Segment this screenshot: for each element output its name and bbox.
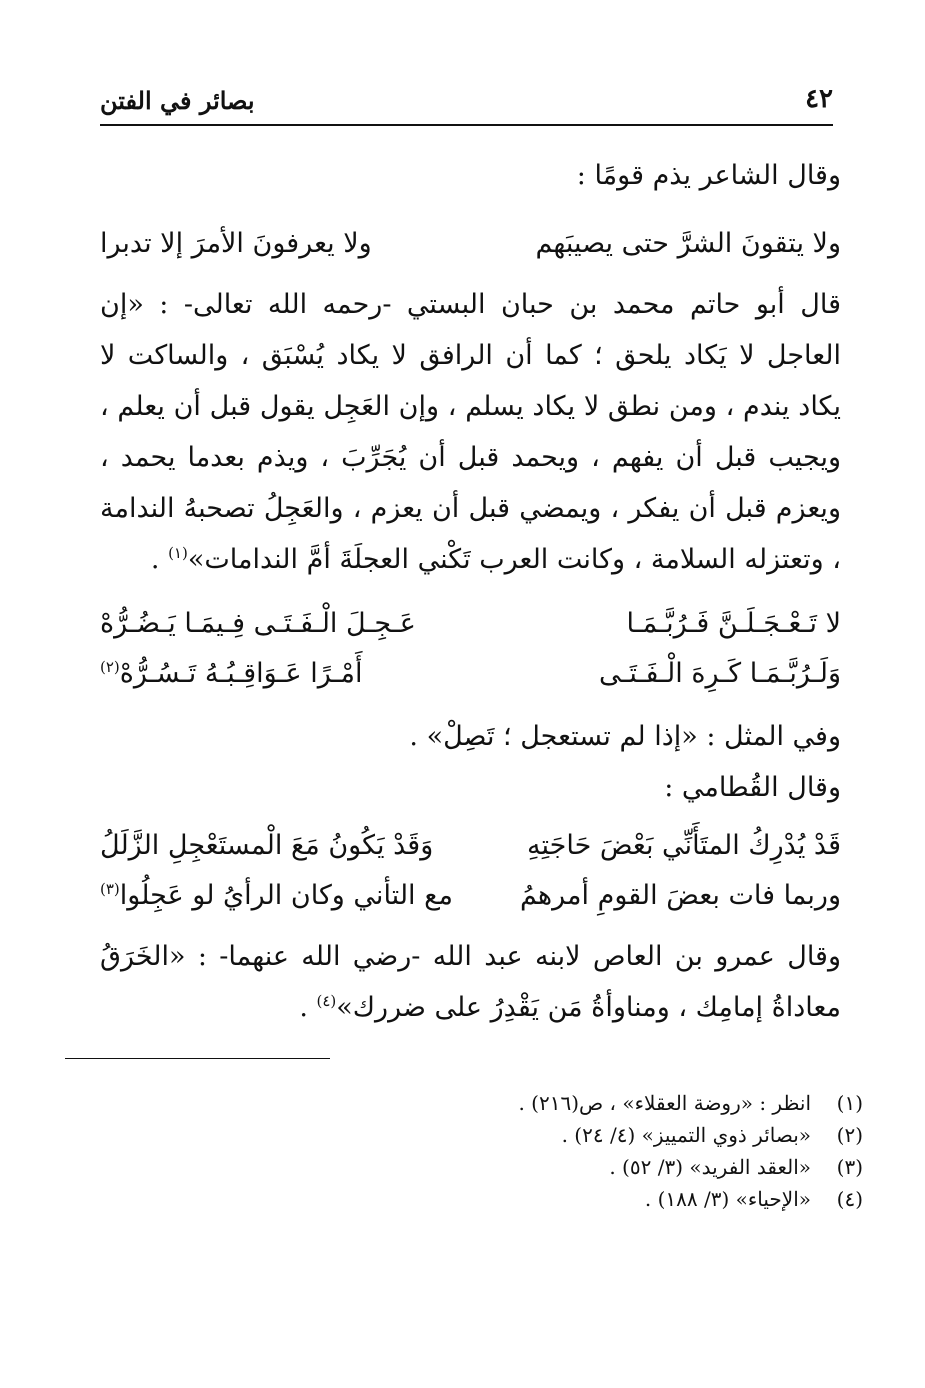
- verse-hemistich: قَدْ يُدْرِكُ المتَأَنِّي بَعْضَ حَاجَتِهِ: [527, 830, 841, 861]
- footnote: [100, 1151, 863, 1183]
- footnote-separator: [65, 1058, 330, 1059]
- verse-hemistich: ولا يتقونَ الشرَّ حتى يصيبَهم: [535, 228, 841, 259]
- footnote-text: انظر : «روضة العقلاء» ، ص(٢١٦) .: [518, 1091, 811, 1115]
- footnote-text: «العقد الفريد» (٣/ ٥٢) .: [609, 1155, 811, 1179]
- verse-hemistich: وَقَدْ يَكُونُ مَعَ الْمستَعْجِلِ الزَّلَلُ: [100, 830, 434, 861]
- footnote-ref: (٣): [100, 880, 120, 898]
- verse-line: [100, 599, 841, 649]
- footnote-number: (٣): [836, 1155, 863, 1179]
- footnote: [100, 1119, 863, 1151]
- verse-hemistich: عَـجِـلَ الْـفَـتَـى فِـيمَـا يَـضُـرُّهْ: [100, 608, 416, 639]
- verse-line: [100, 219, 841, 269]
- intro-line: وقال القُطامي :: [664, 772, 841, 803]
- footnote: [100, 1087, 863, 1119]
- verse-hemistich: وَلَـرُبَّـمَـا كَـرِهَ الْـفَـتَـى: [599, 658, 841, 689]
- footnote-text: «بصائر ذوي التمييز» (٤/ ٢٤) .: [561, 1123, 811, 1147]
- footnote-number: (١): [836, 1091, 863, 1115]
- verse-hemistich: وربما فات بعضَ القومِ أمرهمُ: [519, 880, 841, 911]
- intro-line: وقال الشاعر يذم قومًا :: [576, 160, 841, 191]
- verse-text: أَمْـرًا عَـوَاقِـبُـهُ تَـسُـرُّهْ: [119, 658, 363, 689]
- footnote: [100, 1183, 863, 1215]
- footnotes: [100, 1087, 863, 1215]
- verse-line: [100, 649, 841, 699]
- page-header: [100, 84, 833, 126]
- verse-couplet: [100, 821, 841, 921]
- footnote-ref: (١): [168, 544, 188, 562]
- punctuation: .: [299, 992, 317, 1023]
- proverb-line: وفي المثل : «إذا لم تستعجل ؛ تَصِلْ» .: [409, 721, 841, 752]
- verse-line: [100, 821, 841, 871]
- paragraph-text: قال أبو حاتم محمد بن حبان البستي -رحمه الله تعالى- : «إن العاجل لا يَكاد يلحق ؛ كما أن الرافق لا يكاد يُسْبَق ، والساكت لا يكاد يندم ، ومن نطق لا يكاد يسلم ، وإن العَجِل يقول قبل أن يعلم ، ويجيب قبل أن يفهم ، ويحمد قبل أن يُجَرِّبَ ، ويذم بعدما يحمد ، ويعزم قبل أن يفكر ، ويمضي قبل أن يعزم ، والعَجِلُ تصحبهُ الندامة ، وتعتزله السلامة ، وكانت العرب تَكْني العجلَةَ أمَّ الندامات»: [100, 289, 841, 575]
- verse-couplet: [100, 599, 841, 699]
- punctuation: .: [150, 544, 169, 575]
- verse-couplet: [100, 219, 841, 269]
- quote-paragraph: [100, 931, 841, 1033]
- paragraph-text: وقال عمرو بن العاص لابنه عبد الله -رضي الله عنهما- : «الخَرَقُ معاداةُ إمامِك ، ومناوأةُ مَن يَقْدِرُ على ضررك»: [100, 941, 841, 1023]
- footnote-ref: (٤): [316, 992, 337, 1010]
- verse-hemistich: [100, 871, 453, 921]
- running-title: بصائر في الفتن: [100, 86, 255, 115]
- quote-paragraph: [100, 279, 841, 585]
- verse-text: مع التأني وكان الرأيُ لو عَجِلُوا: [119, 880, 453, 911]
- footnote-text: «الإحياء» (٣/ ١٨٨) .: [644, 1187, 811, 1211]
- verse-hemistich: لا تَـعْـجَـلَـنَّ فَـرُبَّـمَـا: [626, 608, 841, 639]
- footnote-number: (٤): [836, 1187, 863, 1211]
- verse-hemistich: ولا يعرفونَ الأمرَ إلا تدبرا: [100, 228, 372, 259]
- page-body: [100, 150, 841, 1033]
- footnote-ref: (٢): [100, 658, 120, 676]
- page-number: ٤٢: [805, 84, 833, 114]
- footnote-number: (٢): [836, 1123, 863, 1147]
- verse-hemistich: [100, 649, 363, 699]
- verse-line: [100, 871, 841, 921]
